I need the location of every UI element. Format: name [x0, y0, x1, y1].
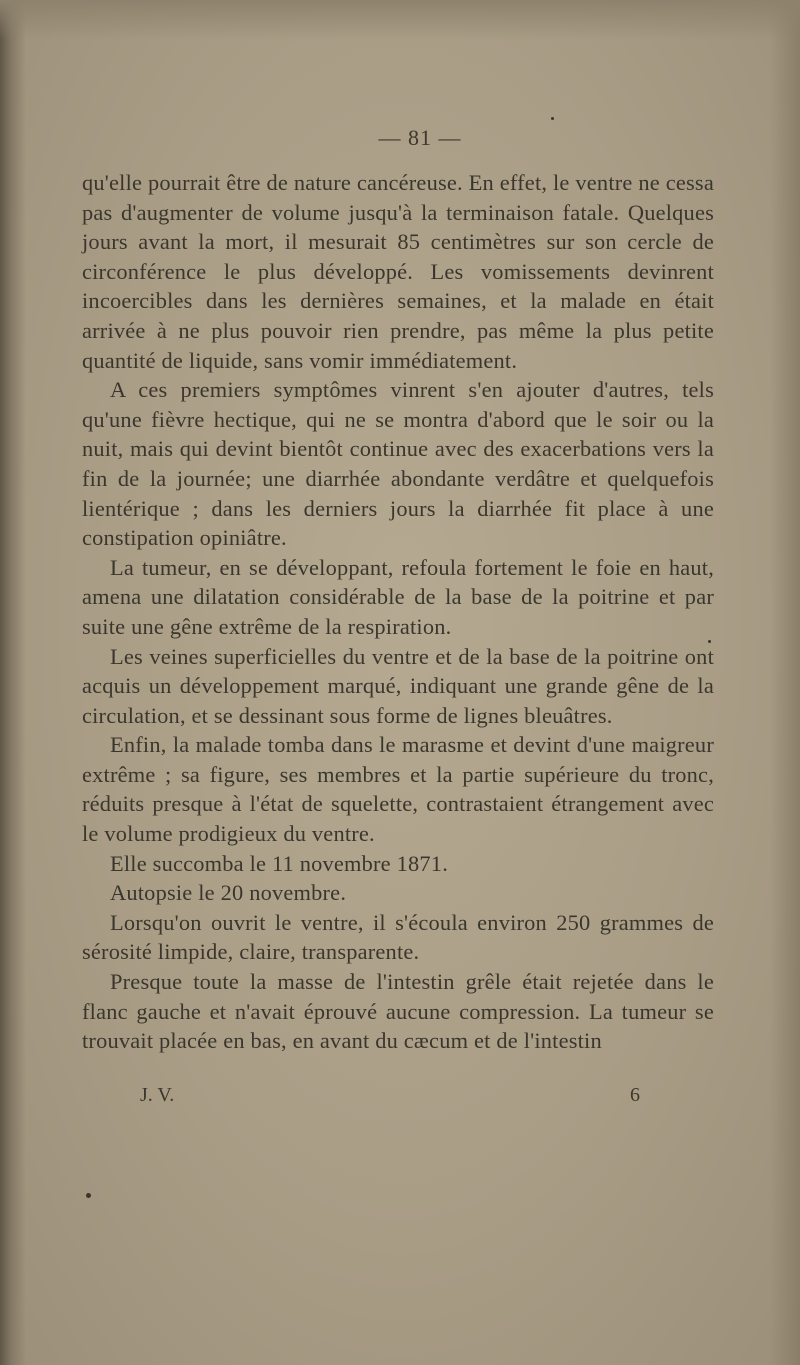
page-shadow-right	[770, 0, 800, 1365]
paragraph: Elle succomba le 11 novembre 1871.	[110, 850, 449, 876]
ink-speck	[86, 1193, 91, 1198]
paragraph: Lorsqu'on ouvrit le ventre, il s'écoula environ 250 grammes de sérosité limpide, claire, transparente.	[82, 909, 714, 965]
paragraph: Enfin, la malade tomba dans le marasme et devint d'une maigreur extrême ; sa figure, ses membres et la partie supérieure du tronc, réduits presque à l'état de squelette, contrastaient étrangement avec le volume prodigieux du ventre.	[82, 732, 714, 847]
paragraph: qu'elle pourrait être de nature cancéreuse. En effet, le ventre ne cessa pas d'augmenter de volume jusqu'à la terminaison fatale. Quelques jours avant la mort, il mesurait 85 centimètres sur son cercle de circonférence le plus développé. Les vomissements devinrent incoercibles dans les dernières semaines, et la malade en était arrivée à ne plus pouvoir rien prendre, pas même la plus petite quantité de liquide, sans vomir immédiatement.	[82, 170, 714, 373]
paragraph: Les veines superficielles du ventre et de la base de la poitrine ont acquis un développement marqué, indiquant une grande gêne de la circulation, et se dessinant sous forme de lignes bleuâtres.	[82, 643, 714, 728]
paragraph: Presque toute la masse de l'intestin grêle était rejetée dans le flanc gauche et n'avait éprouvé aucune compression. La tumeur se trouvait placée en bas, en avant du cæcum et de l'intestin	[82, 969, 714, 1054]
signature-mark: J. V.	[140, 1084, 175, 1106]
ink-speck	[708, 640, 711, 643]
page-shadow-top	[0, 0, 800, 40]
body-text	[82, 168, 714, 1056]
paragraph: A ces premiers symptômes vinrent s'en ajouter d'autres, tels qu'une fièvre hectique, qui ne se montra d'abord que le soir ou la nuit, mais qui devint bientôt continue avec des exacerbations vers la fin de la journée; une diarrhée abondante verdâtre et quelquefois lientérique ; dans les derniers jours la diarrhée fit place à une constipation opiniâtre.	[82, 377, 714, 551]
page-shadow-left	[0, 0, 26, 1365]
paragraph: La tumeur, en se développant, refoula fortement le foie en haut, amena une dilatation considérable de la base de la poitrine et par suite une gêne extrême de la respiration.	[82, 554, 714, 639]
paragraph: Autopsie le 20 novembre.	[110, 880, 347, 906]
ink-speck	[551, 117, 554, 120]
signature-number: 6	[630, 1084, 640, 1106]
signature-line	[140, 1084, 640, 1114]
page-number-header: — 81 —	[378, 125, 462, 150]
